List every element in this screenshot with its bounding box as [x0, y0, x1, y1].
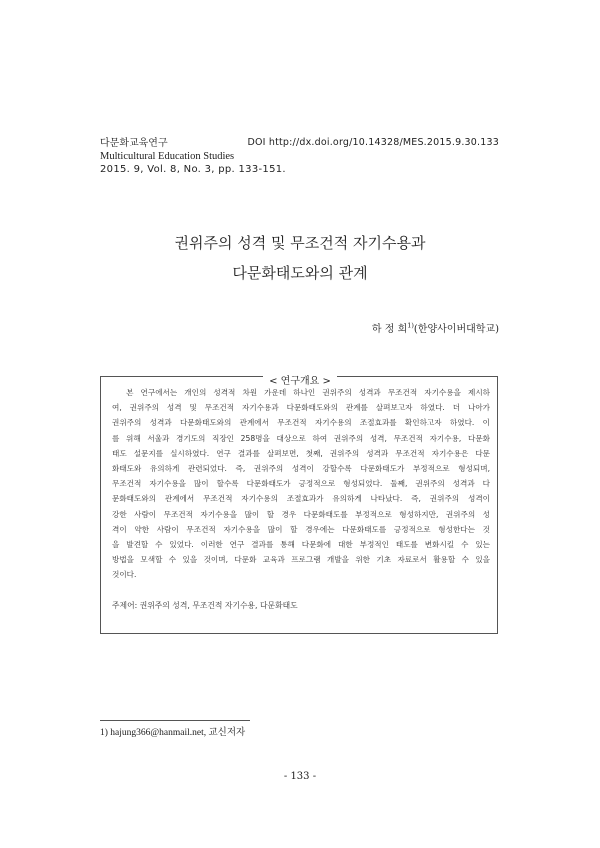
- abstract-line: 문화태도와의 관계에서 무조건적 자기수용의 조절효과가 유의하게 나타났다. 즉, 권위주의 성격이: [112, 494, 490, 504]
- paper-title-line2: 다문화태도와의 관계: [232, 264, 368, 282]
- author-line: [372, 320, 499, 335]
- footnote-mark: 1): [407, 321, 414, 330]
- author-affiliation: (한양사이버대학교): [413, 324, 499, 335]
- paper-title-line1: 권위주의 성격 및 무조건적 자기수용과: [174, 234, 426, 252]
- abstract-line: 격이 약한 사람이 무조건적 자기수용을 많이 할 경우에는 다문화태도를 긍정적으로 형성한다는 것: [112, 524, 490, 534]
- abstract-line: 태도 설문지를 실시하였다. 연구 결과를 살펴보면, 첫째, 권위주의 성격과 무조건적 자기수용은 다문: [112, 448, 490, 458]
- abstract-line: 무조건적 자기수용을 많이 할수록 다문화태도가 긍정적으로 형성되었다. 둘째, 권위주의 성격과 다: [112, 479, 490, 489]
- abstract-line: 여, 권위주의 성격 및 무조건적 자기수용과 다문화태도와의 관계를 살펴보고자 하였다. 더 나아가: [112, 403, 490, 413]
- page-number: - 133 -: [283, 771, 317, 782]
- abstract-line: 본 연구에서는 개인의 성격적 차원 가운데 하나인 권위주의 성격과 무조건적 자기수용을 제시하: [112, 388, 490, 397]
- abstract-label: < 연구개요 >: [0, 369, 600, 388]
- author-name: 하 정 희: [371, 324, 408, 335]
- abstract-line: 것이다.: [112, 570, 137, 580]
- journal-name-english: Multicultural Education Studies: [100, 151, 235, 162]
- footnote-divider: [100, 720, 250, 721]
- footnote: 1) hajung366@hanmail.net, 교신저자: [100, 728, 246, 738]
- keywords: 주제어: 권위주의 성격, 무조건적 자기수용, 다문화태도: [112, 601, 298, 610]
- doi-link[interactable]: DOI http://dx.doi.org/10.14328/MES.2015.9.30.133: [247, 137, 499, 148]
- abstract-line: 강한 사람이 무조건적 자기수용을 많이 할 경우 다문화태도를 부정적으로 형성하지만, 권위주의 성: [112, 509, 490, 519]
- abstract-line: 방법을 모색할 수 있을 것이며, 다문화 교육과 프로그램 개발을 위한 기초 자료로서 활용할 수 있을: [112, 555, 490, 565]
- journal-name-korean: 다문화교육연구: [100, 138, 168, 149]
- abstract-line: 을 발견할 수 있었다. 이러한 연구 결과를 통해 다문화에 대한 부정적인 태도를 변화시킬 수 있는: [112, 540, 490, 550]
- abstract-line: 를 위해 서울과 경기도의 직장인 258명을 대상으로 하여 권위주의 성격, 무조건적 자기수용, 다문화: [112, 433, 490, 443]
- abstract-body: [112, 385, 490, 583]
- abstract-line: 권위주의 성격과 다문화태도와의 관계에서 무조건적 자기수용의 조절효과를 확인하고자 하였다. 이: [112, 418, 490, 428]
- volume-info: 2015. 9, Vol. 8, No. 3, pp. 133-151.: [100, 164, 286, 175]
- abstract-line: 화태도와 유의하게 관련되었다. 즉, 권위주의 성격이 강할수록 다문화태도가 부정적으로 형성되며,: [112, 464, 490, 474]
